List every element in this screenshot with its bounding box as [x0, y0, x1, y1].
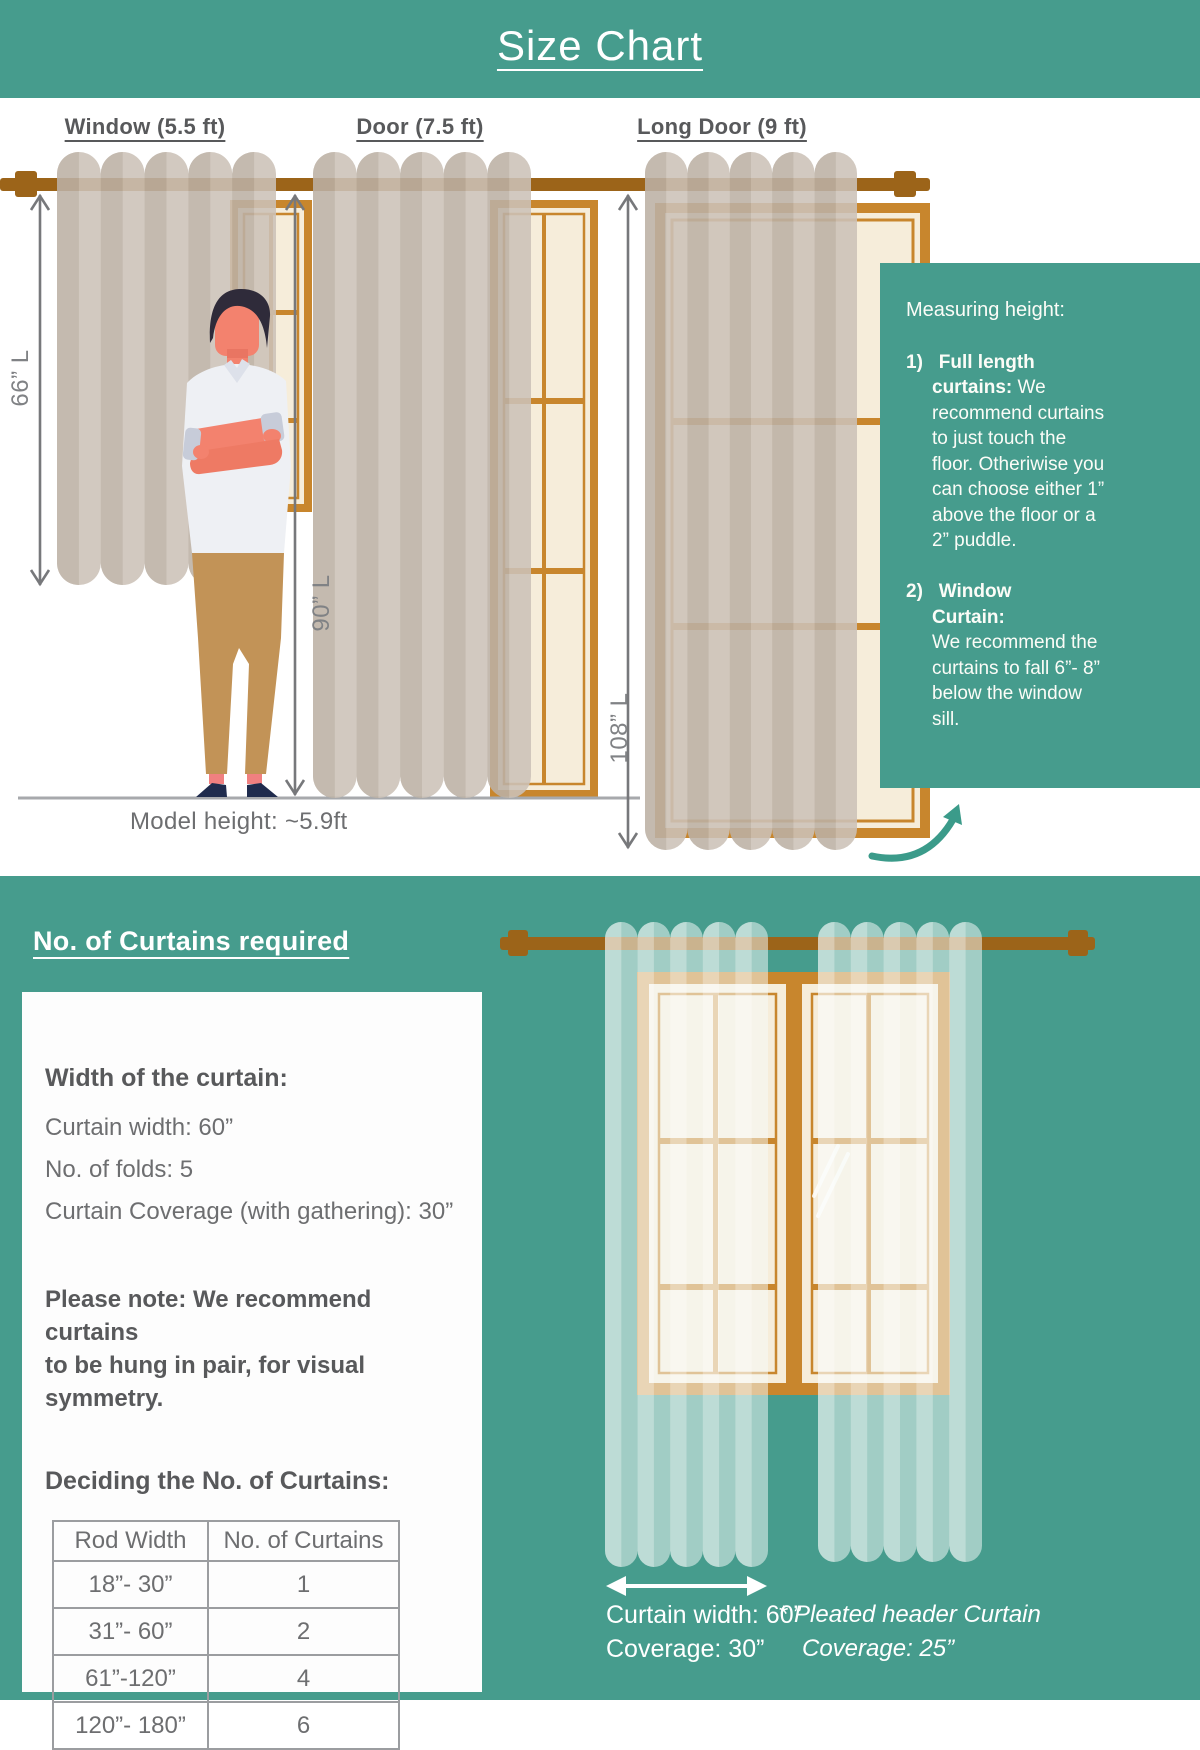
- header-bar: [0, 0, 1200, 98]
- curtain-label-long-door: Long Door (9 ft): [637, 114, 807, 139]
- pair-note: Please note: We recommend curtains to be hung in pair, for visual symmetry.: [45, 1286, 372, 1412]
- table-header-row: [53, 1521, 399, 1561]
- dim-label-66: 66” L: [7, 349, 34, 407]
- curtain-label-door: Door (7.5 ft): [356, 114, 484, 139]
- page-title: Size Chart: [496, 22, 704, 69]
- measuring-item-2-text: We recommend the curtains to fall 6”- 8” below the window sill.: [932, 632, 1100, 730]
- col-header-count: No. of Curtains: [208, 1521, 399, 1561]
- curtain-info-box: [22, 992, 482, 1739]
- curtain-long-door: [645, 152, 857, 850]
- measuring-title: Measuring height:: [906, 299, 1065, 321]
- curtains-table: [52, 1520, 400, 1750]
- size-diagram-section: [0, 98, 1200, 876]
- table-row: 31”- 60” 2: [53, 1608, 399, 1655]
- spacer: [906, 553, 1108, 579]
- section-heading: No. of Curtains required: [33, 926, 350, 956]
- table-row: 120”- 180” 6: [53, 1702, 399, 1749]
- measuring-item-1: 1) Full length curtains: We recommend curtains to just touch the floor. Otheriwise you can choose either 1” above the floor or a 2” puddle.: [906, 351, 1105, 551]
- dim-label-90: 90” L: [308, 574, 335, 632]
- curtain-door: [313, 152, 531, 798]
- width-arrow-icon: [606, 1576, 767, 1596]
- curtain-rod-bottom: [500, 930, 1095, 956]
- pleated-note: * Pleated header Curtain Coverage: 25”: [778, 1601, 1041, 1662]
- measuring-item-2-line2: Curtain:: [932, 606, 1005, 628]
- measuring-height-box: [880, 263, 1200, 788]
- table-title: Deciding the No. of Curtains:: [45, 1467, 390, 1495]
- model-height-note: Model height: ~5.9ft: [130, 808, 348, 835]
- table-row: 61”-120” 4: [53, 1655, 399, 1702]
- curtain-label-window: Window (5.5 ft): [64, 114, 226, 139]
- curtain-width-label: Curtain width: 60” Coverage: 30”: [606, 1601, 802, 1663]
- col-header-rod-width: Rod Width: [53, 1521, 208, 1561]
- measuring-item-2: 2) Window: [906, 581, 1012, 603]
- sheer-curtain-right: [818, 922, 982, 1562]
- coverage-line: Curtain Coverage (with gathering): 30”: [45, 1198, 454, 1225]
- curtain-width-line: Curtain width: 60”: [45, 1114, 234, 1141]
- table-row: 18”- 30” 1: [53, 1561, 399, 1608]
- dim-label-108: 108” L: [606, 692, 633, 764]
- folds-line: No. of folds: 5: [45, 1156, 194, 1183]
- width-title: Width of the curtain:: [45, 1064, 288, 1092]
- curtains-required-section: [0, 876, 1200, 1739]
- sheer-curtain-left: [605, 922, 768, 1567]
